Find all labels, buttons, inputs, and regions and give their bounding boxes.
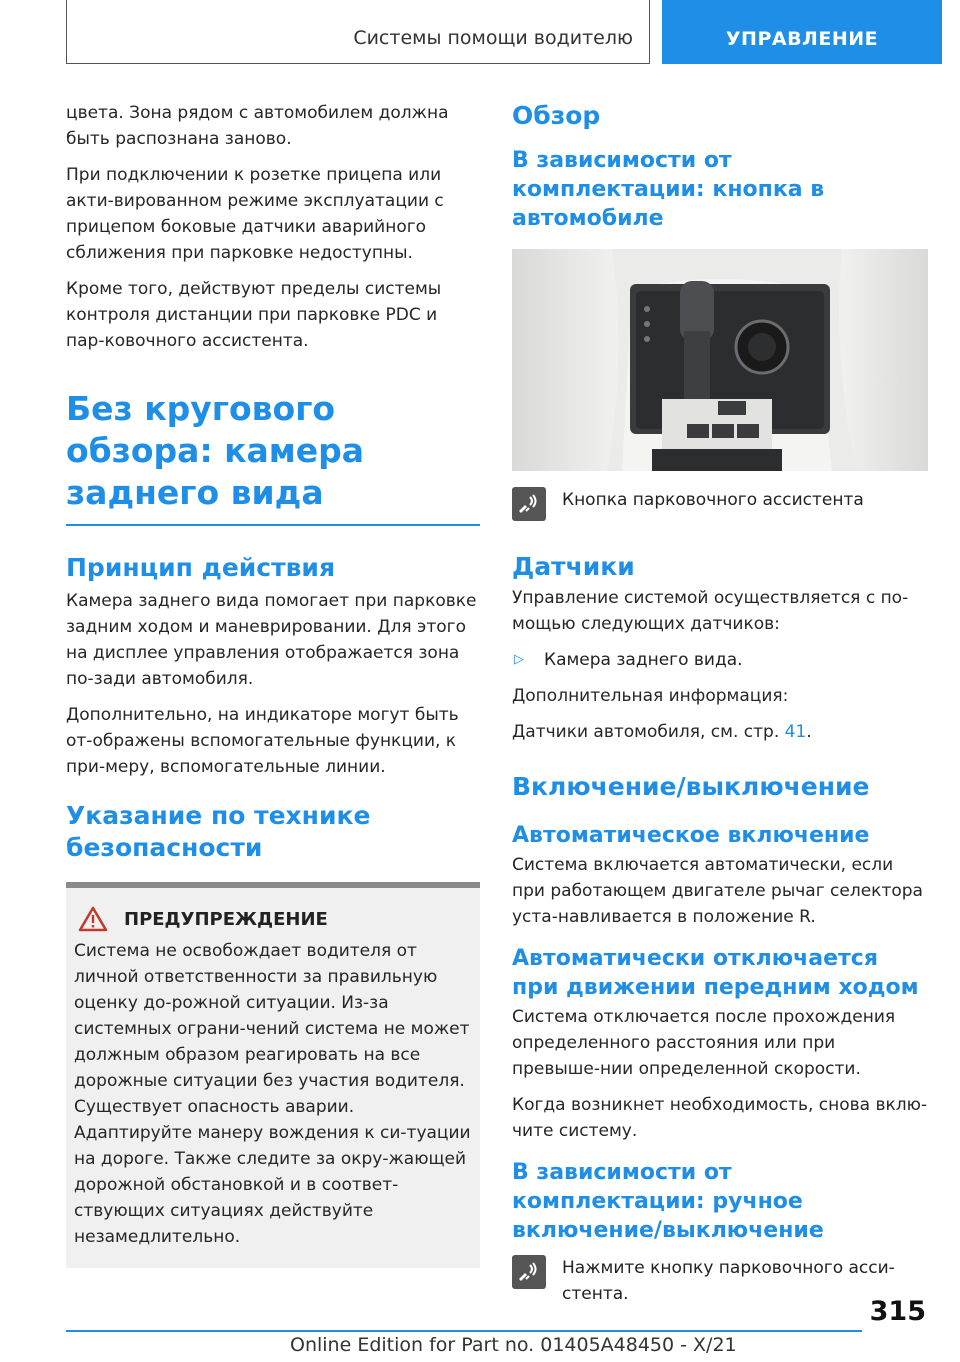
warning-title-row	[74, 906, 472, 932]
section-heading-safety: Указание по технике безопасности	[66, 801, 371, 862]
paragraph: Когда возникнет необходимость, снова вклю-чите систему.	[512, 1095, 928, 1141]
reference-suffix: .	[806, 722, 812, 742]
paragraph: Дополнительно, на индикаторе могут быть от-ображены вспомогательные функции, к при-меру, вспомогательные линии.	[66, 705, 459, 777]
section-heading-overview: Обзор	[512, 101, 601, 130]
paragraph: Дополнительная информация:	[512, 686, 789, 706]
paragraph: При подключении к розетке прицепа или акти-вированном режиме эксплуатации с прицепом боковые датчики аварийного сближения при парковке недоступны.	[66, 165, 444, 263]
footer-rule	[66, 1330, 862, 1332]
subheading-auto-off: Автоматически отключается при движении передним ходом	[512, 946, 919, 1000]
paragraph: цвета. Зона рядом с автомобилем должна быть распознана заново.	[66, 103, 449, 149]
paragraph: Кроме того, действуют пределы системы контроля дистанции при парковке PDC и пар-ковочного ассистента.	[66, 279, 442, 351]
paragraph: Система включается автоматически, если при работающем двигателе рычаг селектора уста-навливается в положение R.	[512, 855, 923, 927]
paragraph-reference	[512, 719, 928, 745]
parking-assistant-icon	[512, 1255, 546, 1289]
subheading-auto-on: Автоматическое включение	[512, 823, 870, 848]
center-console-photo	[512, 249, 928, 471]
list-item-text: Камера заднего вида.	[544, 650, 743, 670]
warning-triangle-icon	[78, 906, 108, 932]
subheading-manual: В зависимости от комплектации: ручное включение/выключение	[512, 1160, 824, 1243]
reference-text: Датчики автомобиля, см. стр.	[512, 722, 785, 742]
instruction-text: Нажмите кнопку парковочного асси-стента.	[562, 1258, 895, 1304]
header-section-title	[66, 0, 650, 64]
section-title: Системы помощи водителю	[353, 27, 633, 49]
warning-title: ПРЕДУПРЕЖДЕНИЕ	[124, 908, 328, 930]
warning-text: Система не освобождает водителя от личной ответственности за правильную оценку до-рожной ситуации. Из-за системных ограни-чений система не может должным образом реагировать на все дорожные ситуации без участия водителя. Существует опасность аварии. Адаптируйте манеру вождения к си-туации на дороге. Также следите за окру-жающей дорожной обстановкой и в соответ-ствующих ситуациях действуйте незамедлительно.	[74, 941, 471, 1247]
paragraph: Система отключается после прохождения определенного расстояния или при превыше-нии определенной скорости.	[512, 1007, 896, 1079]
heading-rule	[66, 524, 480, 526]
page-link[interactable]: 41	[784, 722, 807, 742]
paragraph: Управление системой осуществляется с по-мощью следующих датчиков:	[512, 588, 909, 634]
bullet-triangle-icon: ▷	[514, 652, 524, 667]
list-item	[512, 647, 928, 673]
section-heading-sensors: Датчики	[512, 552, 635, 581]
chapter-title: УПРАВЛЕНИЕ	[725, 28, 879, 50]
header-chapter-tab[interactable]	[662, 0, 942, 64]
footer-edition: Online Edition for Part no. 01405A48450 - X/21	[290, 1334, 737, 1356]
chapter-heading: Без кругового обзора: камера заднего вида	[66, 389, 365, 512]
center-console-illustration	[512, 249, 928, 471]
paragraph: Камера заднего вида помогает при парковке задним ходом и маневрировании. Для этого на дисплее управления отображается зона по-зади автомобиля.	[66, 591, 477, 689]
icon-caption-row	[512, 487, 928, 521]
section-heading-onoff: Включение/выключение	[512, 772, 870, 801]
icon-caption: Кнопка парковочного ассистента	[562, 490, 864, 510]
parking-assistant-icon	[512, 487, 546, 521]
page-number: 315	[869, 1296, 926, 1327]
section-heading-principle: Принцип действия	[66, 553, 335, 582]
subheading-button-in-car: В зависимости от комплектации: кнопка в автомобиле	[512, 148, 825, 231]
right-column	[512, 100, 928, 1307]
left-column	[66, 100, 480, 1268]
warning-box	[66, 888, 480, 1268]
icon-instruction-row	[512, 1255, 928, 1307]
